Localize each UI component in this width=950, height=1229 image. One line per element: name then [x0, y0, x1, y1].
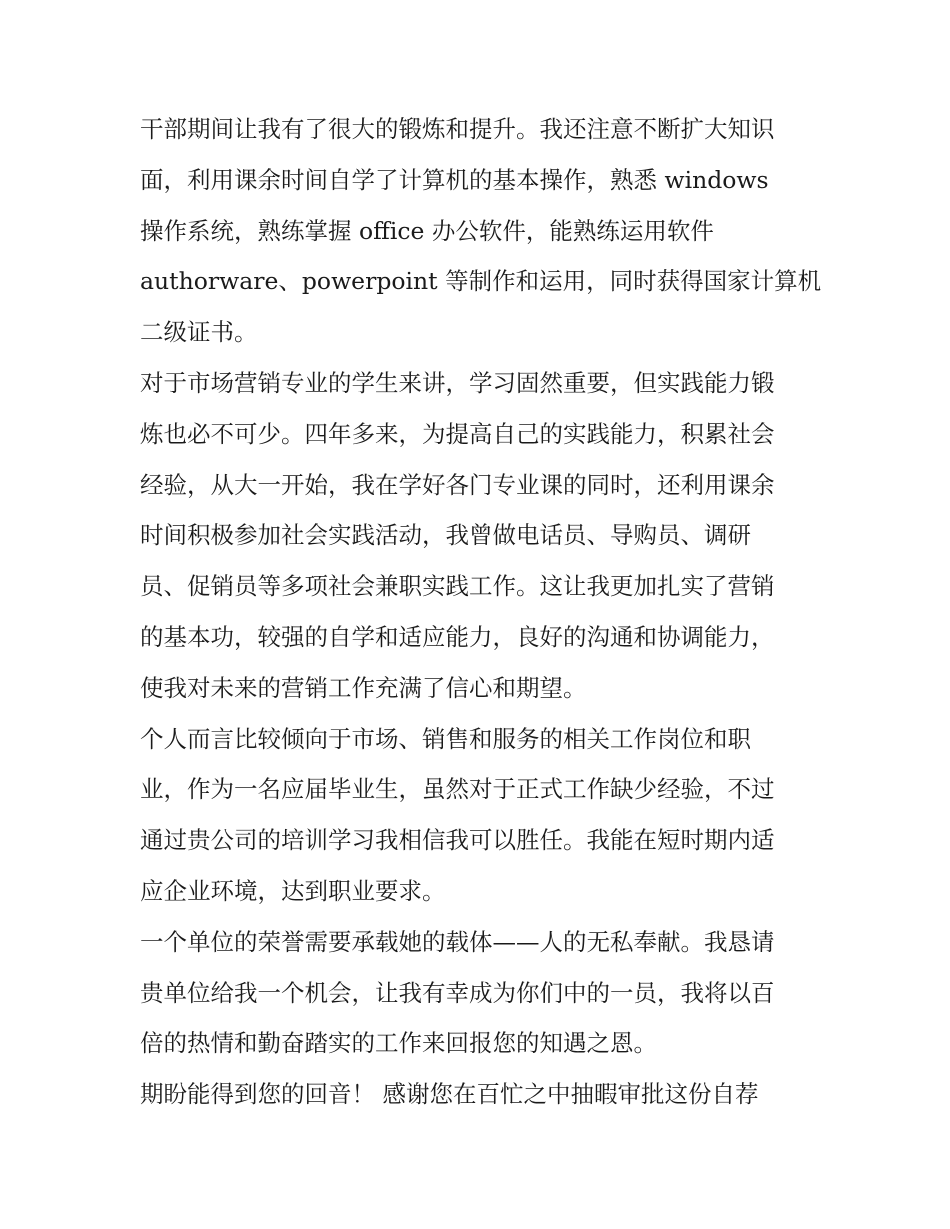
text-line: 操作系统，熟练掌握 office 办公软件，能熟练运用软件: [140, 216, 714, 245]
text-line: 时间积极参加社会实践活动，我曾做电话员、导购员、调研: [140, 521, 751, 550]
text-line: 使我对未来的营销工作充满了信心和期望。: [140, 673, 587, 702]
text-line: 通过贵公司的培训学习我相信我可以胜任。我能在短时期内适: [140, 826, 775, 855]
text-line: 面，利用课余时间自学了计算机的基本操作，熟悉 windows: [140, 165, 769, 194]
text-line: 倍的热情和勤奋踏实的工作来回报您的知遇之恩。: [140, 1029, 657, 1058]
text-line: 贵单位给我一个机会，让我有幸成为你们中的一员，我将以百: [140, 978, 775, 1007]
body-text: [140, 104, 820, 1120]
text-line: 的基本功，较强的自学和适应能力，良好的沟通和协调能力，: [140, 622, 775, 651]
text-line: 员、促销员等多项社会兼职实践工作。这让我更加扎实了营销: [140, 572, 775, 601]
text-line: 二级证书。: [140, 318, 258, 347]
text-line: 对于市场营销专业的学生来讲，学习固然重要，但实践能力锻: [140, 368, 775, 397]
text-line: 期盼能得到您的回音！ 感谢您在百忙之中抽暇审批这份自荐: [140, 1080, 759, 1109]
text-line: 经验，从大一开始，我在学好各门专业课的同时，还利用课余: [140, 470, 775, 499]
text-line: 业，作为一名应届毕业生，虽然对于正式工作缺少经验，不过: [140, 775, 775, 804]
text-line: 一个单位的荣誉需要承载她的载体——人的无私奉献。我恳请: [140, 927, 775, 956]
text-line: authorware、powerpoint 等制作和运用，同时获得国家计算机: [140, 267, 822, 296]
text-line: 应企业环境，达到职业要求。: [140, 876, 446, 905]
text-line: 炼也必不可少。四年多来，为提高自己的实践能力，积累社会: [140, 419, 775, 448]
text-line: 干部期间让我有了很大的锻炼和提升。我还注意不断扩大知识: [140, 115, 775, 143]
text-line: 个人而言比较倾向于市场、销售和服务的相关工作岗位和职: [140, 724, 751, 753]
